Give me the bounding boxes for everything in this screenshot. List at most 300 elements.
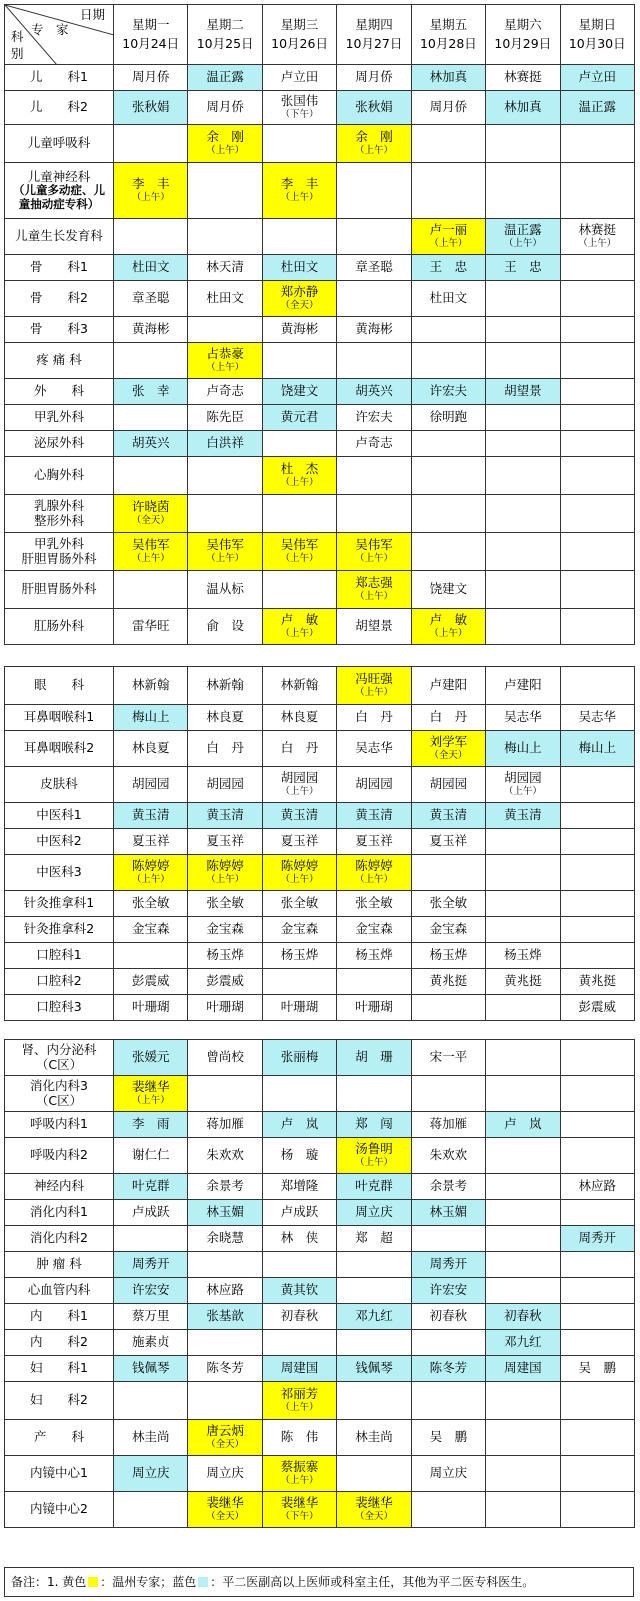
- doctor-cell: [188, 281, 262, 317]
- doctor-cell: [188, 917, 262, 943]
- doctor-cell: [411, 1252, 485, 1278]
- doctor-cell: [262, 609, 336, 645]
- doctor-cell: [188, 1076, 262, 1112]
- doctor-cell: [262, 1330, 336, 1356]
- doctor-name: 张 幸: [131, 383, 170, 399]
- doctor-cell: [411, 943, 485, 969]
- doctor-cell: [262, 281, 336, 317]
- doctor-cell: [560, 571, 634, 609]
- doctor-name: 张全敏: [280, 895, 319, 911]
- doctor-cell: [486, 1492, 560, 1528]
- department-cell: [5, 1200, 114, 1226]
- doctor-cell: [114, 829, 188, 855]
- doctor-cell: [411, 1456, 485, 1492]
- doctor-name: 卢成跃: [280, 1204, 319, 1220]
- doctor-cell: [262, 495, 336, 533]
- doctor-name: 林新翰: [131, 677, 170, 693]
- doctor-cell: [262, 1356, 336, 1382]
- doctor-cell: [262, 855, 336, 891]
- department-cell: [5, 65, 114, 91]
- department-label: 肾、内分泌科: [21, 1042, 97, 1058]
- doctor-name: 黄海彬: [131, 321, 170, 337]
- doctor-cell: [486, 1040, 560, 1076]
- session-note: （上午）: [131, 553, 170, 565]
- doctor-cell: [188, 317, 262, 343]
- doctor-cell: [262, 1112, 336, 1138]
- department-label: 骨 科2: [30, 290, 88, 306]
- doctor-name: 林良夏: [206, 709, 244, 725]
- session-note: （上午）: [280, 628, 319, 640]
- doctor-cell: [114, 431, 188, 457]
- doctor-cell: [337, 1174, 411, 1200]
- doctor-cell: [114, 1226, 188, 1252]
- doctor-cell: [411, 731, 485, 767]
- doctor-cell: [486, 1252, 560, 1278]
- doctor-name: 祁丽芳: [280, 1385, 319, 1401]
- doctor-name: 李 丰: [131, 175, 170, 191]
- header-day-cell: [411, 5, 485, 65]
- doctor-name: 夏玉祥: [131, 833, 170, 849]
- doctor-cell: [262, 1492, 336, 1528]
- doctor-cell: [560, 1456, 634, 1492]
- corner-dept-label-top: 科: [11, 29, 24, 44]
- doctor-name: 钱佩琴: [131, 1360, 170, 1376]
- doctor-name: 林良夏: [280, 709, 319, 725]
- doctor-name: 周立庆: [131, 1465, 170, 1481]
- doctor-name: 林新翰: [206, 677, 244, 693]
- doctor-name: 陈婷婷: [131, 857, 170, 873]
- department-label: 产 科: [33, 1429, 84, 1445]
- department-cell: [5, 317, 114, 343]
- department-label: 肿 瘤 科: [36, 1256, 82, 1272]
- date-label: 10月26日: [271, 35, 328, 51]
- doctor-cell: [560, 995, 634, 1021]
- doctor-name: 叶珊瑚: [131, 999, 170, 1015]
- doctor-name: 刘学军: [429, 733, 468, 749]
- header-corner-cell: [5, 5, 114, 65]
- doctor-cell: [188, 767, 262, 803]
- doctor-cell: [114, 457, 188, 495]
- doctor-cell: [560, 705, 634, 731]
- doctor-name: 裴继华: [355, 1494, 393, 1510]
- doctor-cell: [411, 1382, 485, 1420]
- doctor-name: 胡园园: [280, 769, 319, 785]
- doctor-cell: [337, 803, 411, 829]
- doctor-name: 金宝森: [131, 921, 170, 937]
- session-note: （上午）: [280, 553, 319, 565]
- doctor-cell: [337, 1456, 411, 1492]
- department-cell: [5, 1278, 114, 1304]
- department-label: 儿童生长发育科: [15, 228, 103, 244]
- doctor-cell: [114, 1278, 188, 1304]
- doctor-cell: [411, 91, 485, 125]
- doctor-cell: [188, 891, 262, 917]
- doctor-cell: [114, 533, 188, 571]
- department-label: 针灸推拿科1: [23, 895, 95, 911]
- doctor-name: 卢 岚: [504, 1116, 542, 1132]
- doctor-name: 杨 璇: [280, 1147, 319, 1163]
- schedule-row: [5, 533, 635, 571]
- department-label: 乳腺外科: [33, 498, 84, 514]
- doctor-name: 初春秋: [429, 1308, 468, 1324]
- doctor-cell: [337, 65, 411, 91]
- doctor-cell: [188, 705, 262, 731]
- doctor-cell: [560, 969, 634, 995]
- doctor-name: 梅山上: [504, 740, 542, 756]
- date-label: 10月30日: [568, 35, 626, 51]
- schedule-row: [5, 803, 635, 829]
- date-label: 10月29日: [494, 35, 552, 51]
- doctor-cell: [188, 1278, 262, 1304]
- doctor-cell: [486, 343, 560, 379]
- schedule-row: [5, 891, 635, 917]
- doctor-name: 金宝森: [355, 921, 393, 937]
- doctor-name: 夏玉祥: [280, 833, 319, 849]
- doctor-cell: [560, 1112, 634, 1138]
- doctor-name: 周建国: [280, 1360, 319, 1376]
- doctor-cell: [486, 667, 560, 705]
- doctor-cell: [114, 969, 188, 995]
- doctor-cell: [188, 1252, 262, 1278]
- doctor-name: 胡望景: [504, 383, 542, 399]
- doctor-cell: [337, 1382, 411, 1420]
- doctor-name: 郑增隆: [280, 1178, 319, 1194]
- doctor-cell: [411, 1492, 485, 1528]
- department-label: （儿童多动症、儿: [13, 183, 105, 198]
- doctor-name: 郑 超: [355, 1230, 393, 1246]
- doctor-cell: [114, 1382, 188, 1420]
- doctor-cell: [188, 1174, 262, 1200]
- doctor-cell: [337, 667, 411, 705]
- department-cell: [5, 1330, 114, 1356]
- doctor-cell: [486, 317, 560, 343]
- doctor-name: 黄玉清: [355, 807, 393, 823]
- doctor-name: 卢 敏: [280, 611, 319, 627]
- doctor-cell: [114, 1174, 188, 1200]
- schedule-row: [5, 609, 635, 645]
- department-cell: [5, 1456, 114, 1492]
- doctor-name: 黄海彬: [280, 321, 319, 337]
- doctor-cell: [411, 1200, 485, 1226]
- doctor-cell: [188, 163, 262, 219]
- doctor-cell: [114, 125, 188, 163]
- doctor-cell: [486, 855, 560, 891]
- doctor-name: 卢奇志: [355, 435, 393, 451]
- doctor-cell: [114, 281, 188, 317]
- doctor-name: 林应路: [578, 1178, 616, 1194]
- doctor-cell: [560, 1076, 634, 1112]
- doctor-name: 陈冬芳: [206, 1360, 244, 1376]
- doctor-name: 周月侨: [429, 99, 468, 115]
- department-cell: [5, 1252, 114, 1278]
- department-label: 儿 科2: [30, 99, 88, 115]
- doctor-cell: [262, 91, 336, 125]
- doctor-cell: [262, 917, 336, 943]
- doctor-cell: [114, 1356, 188, 1382]
- doctor-cell: [560, 1330, 634, 1356]
- doctor-cell: [337, 1226, 411, 1252]
- department-label: 消化内科3: [30, 1078, 88, 1094]
- doctor-cell: [486, 65, 560, 91]
- doctor-cell: [560, 1040, 634, 1076]
- doctor-name: 黄玉清: [131, 807, 170, 823]
- schedule-row: [5, 1040, 635, 1076]
- doctor-name: 张全敏: [131, 895, 170, 911]
- doctor-name: 郑志强: [355, 574, 393, 590]
- doctor-name: 林天清: [206, 259, 244, 275]
- doctor-cell: [560, 1356, 634, 1382]
- session-note: （上午）: [354, 687, 393, 699]
- department-cell: [5, 891, 114, 917]
- doctor-cell: [411, 379, 485, 405]
- department-label: 内镜中心1: [30, 1465, 88, 1481]
- doctor-name: 卢建阳: [504, 677, 542, 693]
- doctor-cell: [486, 405, 560, 431]
- department-label: 甲乳外科: [33, 536, 84, 552]
- doctor-cell: [188, 969, 262, 995]
- doctor-cell: [262, 1226, 336, 1252]
- doctor-cell: [560, 1492, 634, 1528]
- header-day-cell: [114, 5, 188, 65]
- doctor-name: 胡园园: [429, 776, 468, 792]
- doctor-cell: [411, 1226, 485, 1252]
- doctor-cell: [114, 767, 188, 803]
- doctor-cell: [486, 943, 560, 969]
- doctor-name: 胡园园: [131, 776, 170, 792]
- schedule-row: [5, 1138, 635, 1174]
- doctor-name: 彭震威: [206, 973, 244, 989]
- schedule-row: [5, 767, 635, 803]
- doctor-cell: [114, 1112, 188, 1138]
- doctor-cell: [337, 163, 411, 219]
- department-label: 外 科: [33, 383, 84, 399]
- schedule-row: [5, 431, 635, 457]
- doctor-name: 饶建文: [429, 581, 468, 597]
- doctor-cell: [411, 571, 485, 609]
- doctor-name: 卢立田: [280, 69, 319, 85]
- doctor-cell: [262, 163, 336, 219]
- doctor-name: 占恭豪: [206, 345, 244, 361]
- doctor-name: 周月侨: [206, 99, 244, 115]
- header-day-cell: [560, 5, 634, 65]
- doctor-name: 杨玉烨: [355, 947, 393, 963]
- doctor-name: 杨玉烨: [206, 947, 244, 963]
- session-note: （上午）: [280, 1475, 319, 1487]
- doctor-name: 金宝森: [280, 921, 319, 937]
- doctor-name: 李 雨: [131, 1116, 170, 1132]
- session-note: （全天）: [206, 1439, 245, 1451]
- doctor-name: 陈冬芳: [429, 1360, 468, 1376]
- doctor-name: 吴志华: [578, 709, 616, 725]
- doctor-cell: [411, 219, 485, 255]
- doctor-cell: [560, 1420, 634, 1456]
- corner-date-label: 日期: [79, 7, 105, 22]
- doctor-name: 林新翰: [280, 677, 319, 693]
- department-cell: [5, 995, 114, 1021]
- doctor-cell: [411, 533, 485, 571]
- doctor-name: 彭震威: [578, 999, 616, 1015]
- department-cell: [5, 533, 114, 571]
- date-label: 10月28日: [419, 35, 477, 51]
- doctor-name: 黄兆挺: [578, 973, 616, 989]
- doctor-cell: [411, 705, 485, 731]
- doctor-cell: [337, 829, 411, 855]
- doctor-cell: [560, 829, 634, 855]
- doctor-cell: [262, 1076, 336, 1112]
- doctor-cell: [486, 1456, 560, 1492]
- doctor-cell: [560, 1252, 634, 1278]
- doctor-name: 白 丹: [355, 709, 393, 725]
- doctor-cell: [411, 917, 485, 943]
- doctor-cell: [114, 163, 188, 219]
- doctor-cell: [337, 495, 411, 533]
- doctor-cell: [486, 163, 560, 219]
- schedule-row: [5, 1174, 635, 1200]
- doctor-cell: [262, 891, 336, 917]
- doctor-cell: [486, 1112, 560, 1138]
- schedule-row: [5, 705, 635, 731]
- doctor-cell: [411, 495, 485, 533]
- doctor-name: 张基歆: [206, 1308, 244, 1324]
- corner-expert-label: 专 家: [31, 22, 69, 37]
- doctor-name: 林赛挺: [578, 221, 616, 237]
- department-label: 肛肠外科: [33, 618, 84, 634]
- doctor-name: 俞 设: [206, 618, 244, 634]
- doctor-cell: [411, 163, 485, 219]
- schedule-row: [5, 91, 635, 125]
- doctor-name: 初春秋: [504, 1308, 542, 1324]
- doctor-cell: [486, 571, 560, 609]
- session-note: （全天）: [280, 300, 319, 312]
- department-label: 眼 科: [33, 677, 84, 693]
- doctor-name: 许宏安: [429, 1282, 468, 1298]
- doctor-name: 朱欢欢: [429, 1147, 468, 1163]
- department-cell: [5, 731, 114, 767]
- doctor-cell: [262, 405, 336, 431]
- schedule-table-section-2: [4, 666, 635, 1021]
- department-label: 消化内科1: [30, 1204, 88, 1220]
- doctor-cell: [560, 495, 634, 533]
- doctor-name: 张全敏: [206, 895, 244, 911]
- doctor-cell: [486, 969, 560, 995]
- department-cell: [5, 803, 114, 829]
- doctor-name: 杨玉烨: [429, 947, 468, 963]
- doctor-name: 黄元君: [280, 409, 319, 425]
- department-cell: [5, 1356, 114, 1382]
- department-cell: [5, 405, 114, 431]
- department-label: 中医科2: [36, 833, 82, 849]
- doctor-cell: [337, 767, 411, 803]
- header-day-cell: [337, 5, 411, 65]
- doctor-cell: [262, 969, 336, 995]
- doctor-name: 冯旺强: [355, 670, 393, 686]
- doctor-name: 蒋加雁: [429, 1116, 468, 1132]
- schedule-row: [5, 1076, 635, 1112]
- schedule-row: [5, 1226, 635, 1252]
- doctor-name: 金宝森: [429, 921, 468, 937]
- session-note: （上午）: [280, 786, 319, 798]
- doctor-cell: [114, 803, 188, 829]
- date-label: 10月24日: [122, 35, 180, 51]
- doctor-name: 吴伟军: [280, 536, 319, 552]
- session-note: （上午）: [354, 553, 393, 565]
- header-row: [5, 5, 635, 65]
- schedule-row: [5, 317, 635, 343]
- doctor-name: 杜 杰: [280, 460, 319, 476]
- schedule-row: [5, 731, 635, 767]
- department-cell: [5, 1420, 114, 1456]
- doctor-cell: [188, 1226, 262, 1252]
- department-cell: [5, 1492, 114, 1528]
- doctor-cell: [114, 891, 188, 917]
- session-note: （上午）: [354, 145, 393, 157]
- doctor-cell: [188, 65, 262, 91]
- doctor-cell: [560, 1382, 634, 1420]
- doctor-name: 胡园园: [206, 776, 244, 792]
- yellow-swatch: [88, 1577, 98, 1587]
- schedule-row: [5, 219, 635, 255]
- doctor-name: 裴继华: [131, 1078, 170, 1094]
- doctor-cell: [560, 803, 634, 829]
- doctor-cell: [486, 1278, 560, 1304]
- department-label: 皮肤科: [40, 776, 78, 792]
- doctor-name: 卢 敏: [429, 611, 468, 627]
- doctor-cell: [411, 125, 485, 163]
- schedule-row: [5, 1200, 635, 1226]
- doctor-name: 彭震威: [131, 973, 170, 989]
- doctor-cell: [262, 571, 336, 609]
- doctor-cell: [114, 1040, 188, 1076]
- doctor-name: 林加真: [429, 69, 468, 85]
- doctor-cell: [188, 1112, 262, 1138]
- doctor-name: 卢成跃: [131, 1204, 170, 1220]
- doctor-name: 温正露: [504, 221, 542, 237]
- department-cell: [5, 1040, 114, 1076]
- doctor-cell: [262, 379, 336, 405]
- department-label: 心胸外科: [33, 467, 84, 483]
- note-yellow-meaning: ：温州专家；蓝色: [100, 1575, 197, 1589]
- doctor-name: 黄兆挺: [504, 973, 542, 989]
- doctor-name: 胡 珊: [355, 1049, 393, 1065]
- doctor-name: 吴伟军: [355, 536, 393, 552]
- doctor-name: 黄海彬: [355, 321, 393, 337]
- doctor-name: 林圭尚: [355, 1429, 393, 1445]
- doctor-cell: [337, 1304, 411, 1330]
- doctor-name: 蔡振寨: [280, 1458, 319, 1474]
- doctor-cell: [337, 125, 411, 163]
- doctor-cell: [486, 917, 560, 943]
- doctor-name: 汤鲁明: [355, 1140, 393, 1156]
- schedule-row: [5, 255, 635, 281]
- doctor-name: 林玉媚: [429, 1204, 468, 1220]
- doctor-cell: [262, 731, 336, 767]
- doctor-cell: [188, 1420, 262, 1456]
- department-cell: [5, 943, 114, 969]
- doctor-cell: [486, 1200, 560, 1226]
- doctor-cell: [262, 1040, 336, 1076]
- session-note: （上午）: [429, 238, 468, 250]
- doctor-cell: [560, 731, 634, 767]
- doctor-cell: [114, 405, 188, 431]
- schedule-row: [5, 571, 635, 609]
- doctor-cell: [262, 943, 336, 969]
- doctor-cell: [560, 855, 634, 891]
- header-day-cell: [486, 5, 560, 65]
- doctor-cell: [114, 1138, 188, 1174]
- doctor-name: 许宏安: [131, 1282, 170, 1298]
- doctor-name: 卢一丽: [429, 221, 468, 237]
- department-cell: [5, 495, 114, 533]
